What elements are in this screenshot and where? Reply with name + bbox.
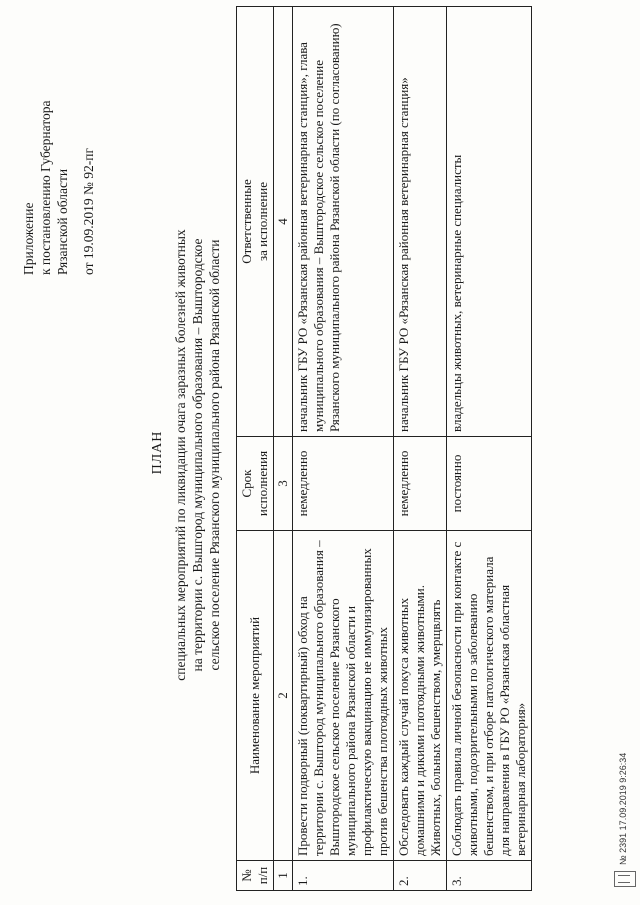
header-term [237,437,274,531]
header-term-line: исполнения [255,450,270,517]
appendix-label: Приложение [21,202,36,275]
row-responsible: начальник ГБУ РО «Рязанская районная ветеринарная станция» [394,7,447,437]
plan-table [236,6,532,891]
table-header-row [237,7,274,891]
header-num [237,861,274,891]
row-name: Соблюдать правила личной безопасности при контакте с животными, подозрительными по заболеванию бешенством, и при отборе патологического материала для направления в ГБУ РО «Рязанская областная ветеринарная лаборатория» [447,531,532,861]
header-term-line: Срок [239,469,254,498]
row-name: Провести подворный (поквартирный) обход на территории с. Выштород муниципального образования – Выштородское сельское поселение Рязанского муниципального района Рязанской области и профилактическую вакцинацию не иммунизированных против бешенства плотоядных животных [293,531,394,861]
subtitle-line: на территории с. Вышгород муниципального образования – Выштородское [190,238,205,672]
row-responsible: начальник ГБУ РО «Рязанская районная ветеринарная станция», глава муниципального образования – Выштородское сельское поселение Рязанского муниципального района Рязанской области (по согласованию) [293,7,394,437]
appendix-date: от 19.09.2019 № 92-пг [81,148,96,275]
column-number-row [274,7,293,891]
subtitle-line: специальных мероприятий по ликвидации очага заразных болезней животных [173,229,188,681]
column-number: 1 [274,861,293,891]
header-name: Наименование мероприятий [237,531,274,861]
row-num: 2. [394,861,447,891]
header-num-line: № [239,869,254,882]
row-num: 3. [447,861,532,891]
header-resp-line: Ответственные [239,179,254,264]
appendix-block [20,15,97,275]
appendix-decree: к постановлению Губернатора [38,100,53,275]
header-resp-line: за исполнение [255,181,270,262]
column-number: 2 [274,531,293,861]
row-name: Обследовать каждый случай покуса животных домашними и дикими плотоядными животными. Животных, больных бешенством, умерщвлять [394,531,447,861]
plan-subtitle [172,175,223,735]
header-num-line: п/п [255,866,270,885]
column-number: 4 [274,7,293,437]
table-row [394,7,447,891]
registration-stamp: № 2391 17.09.2019 9:26:34 [618,752,628,865]
appendix-region: Рязанской области [55,168,70,275]
table-row [293,7,394,891]
row-term: немедленно [394,437,447,531]
column-number: 3 [274,437,293,531]
plan-title: ПЛАН [150,430,165,475]
subtitle-line: сельское поселение Рязанского муниципального района Рязанской области [207,239,222,671]
row-num: 1. [293,861,394,891]
table-row [447,7,532,891]
header-responsible [237,7,274,437]
row-term: постоянно [447,437,532,531]
row-term: немедленно [293,437,394,531]
row-responsible: владельцы животных, ветеринарные специалисты [447,7,532,437]
registration-stamp-icon [614,871,636,887]
